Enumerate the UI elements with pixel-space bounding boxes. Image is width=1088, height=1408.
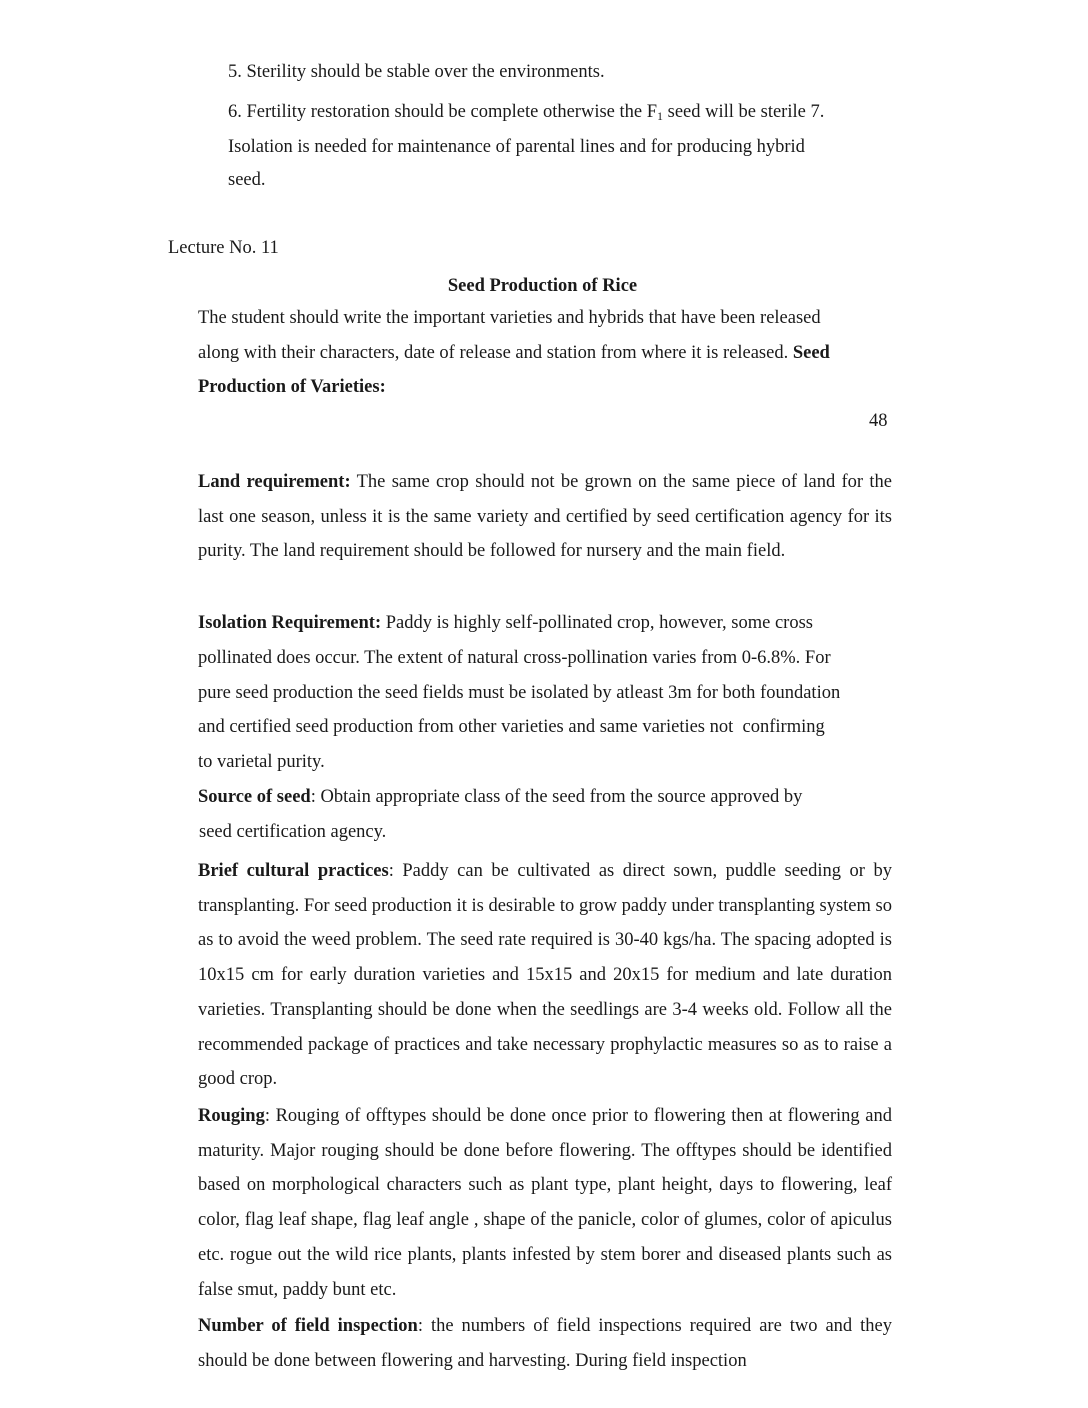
intro-line-1: The student should write the important varieties and hybrids that have been released — [198, 308, 821, 328]
page-number: 48 — [869, 411, 888, 431]
intro-line-2-bold: Seed — [792, 343, 830, 363]
intro-line-2 — [198, 343, 830, 364]
source-line-2: seed certification agency. — [199, 822, 387, 842]
isolation-line-5: to varietal purity. — [198, 752, 325, 772]
isolation-line-1-text: Paddy is highly self-pollinated crop, however, some cross — [381, 613, 813, 633]
land-requirement-heading: Land requirement: — [198, 472, 351, 492]
rouging-text: : Rouging of offtypes should be done once prior to flowering then at flowering and maturity. Major rouging should be done before flowering. The offtypes should be identified based on morphological characters such as plant type, plant height, days to flowering, leaf color, flag leaf shape, flag leaf angle , shape of the panicle, color of glumes, color of apiculus etc. rogue out the wild rice plants, plants infested by stem borer and diseased plants such as false smut, paddy bunt etc. — [198, 1106, 892, 1300]
list-item-6-subscript: 1 — [657, 109, 664, 123]
source-line-1-text: : Obtain appropriate class of the seed from the source approved by — [310, 787, 803, 807]
source-line-1 — [198, 787, 802, 808]
list-item-6-tail: seed will be sterile 7. — [663, 102, 825, 122]
cultural-practices-text: : Paddy can be cultivated as direct sown, puddle seeding or by transplanting. For seed production it is desirable to grow paddy under transplanting system so as to avoid the weed problem. The seed rate required is 30-40 kgs/ha. The spacing adopted is 10x15 cm for early duration varieties and 15x15 and 20x15 for medium and late duration varieties. Transplanting should be done when the seedlings are 3-4 weeks old. Follow all the recommended package of practices and take necessary prophylactic measures so as to raise a good crop. — [198, 861, 892, 1090]
cultural-practices-paragraph — [198, 854, 892, 1097]
list-item-7-line1: Isolation is needed for maintenance of parental lines and for producing hybrid — [228, 137, 805, 157]
isolation-line-1 — [198, 613, 813, 634]
field-inspection-paragraph — [198, 1309, 892, 1378]
list-item-5: 5. Sterility should be stable over the environments. — [228, 62, 605, 82]
isolation-line-3: pure seed production the seed fields must be isolated by atleast 3m for both foundation — [198, 683, 841, 703]
isolation-heading: Isolation Requirement: — [198, 613, 382, 633]
intro-line-2-text: along with their characters, date of release and station from where it is released. — [198, 343, 793, 363]
isolation-line-4: and certified seed production from other varieties and same varieties not confirming — [198, 717, 825, 737]
field-inspection-heading: Number of field inspection — [198, 1316, 418, 1336]
lecture-number: Lecture No. 11 — [168, 238, 279, 258]
varieties-heading: Production of Varieties: — [198, 377, 386, 397]
rouging-heading: Rouging — [198, 1106, 265, 1126]
land-requirement-text: The same crop should not be grown on the same piece of land for the last one season, unless it is the same variety and certified by seed certification agency for its purity. The land requirement should be followed for nursery and the main field. — [198, 472, 893, 562]
list-item-7-line2: seed. — [228, 170, 266, 190]
section-title: Seed Production of Rice — [447, 276, 638, 296]
list-item-6 — [228, 102, 824, 123]
field-inspection-text: : the numbers of field inspections required are two and they should be done between flowering and harvesting. During field inspection — [198, 1316, 892, 1371]
rouging-paragraph — [198, 1099, 892, 1307]
list-item-6-text: 6. Fertility restoration should be complete otherwise the F — [228, 102, 658, 122]
land-requirement-paragraph — [198, 465, 892, 569]
source-heading: Source of seed — [198, 787, 311, 807]
cultural-practices-heading: Brief cultural practices — [198, 861, 389, 881]
isolation-line-2: pollinated does occur. The extent of natural cross-pollination varies from 0-6.8%. For — [198, 648, 831, 668]
